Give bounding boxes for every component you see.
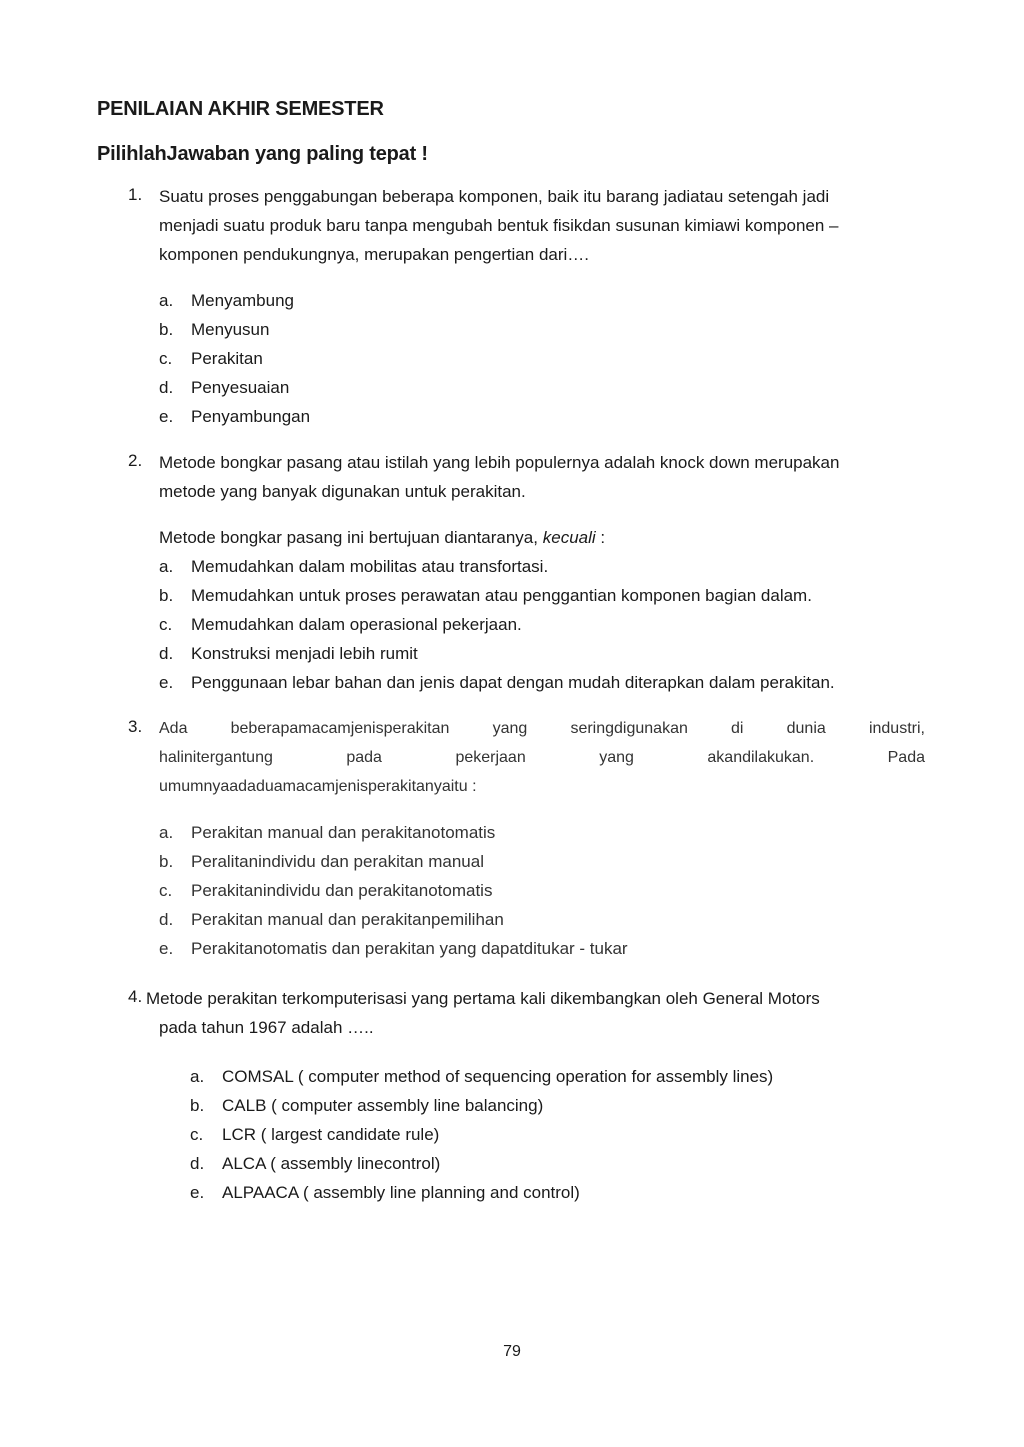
question-2-option-c [159,610,522,639]
option-letter: e. [190,1183,205,1202]
option-letter: d. [159,910,174,929]
question-1-line: Suatu proses penggabungan beberapa komponen, baik itu barang jadiatau setengah jadi [159,187,830,206]
word: Ada [159,720,188,737]
question-4-option-e [190,1178,580,1207]
word: akandilakukan. [707,749,815,766]
question-1-number: 1. [128,185,143,204]
option-text: ALCA ( assembly linecontrol) [222,1154,441,1173]
question-1-line: komponen pendukungnya, merupakan pengertian dari…. [159,245,590,264]
question-1-option-a [159,286,294,315]
option-letter: a. [159,557,174,576]
question-2-option-d [159,639,418,668]
question-3-option-b [159,847,484,876]
option-letter: b. [159,852,174,871]
question-1-line: menjadi suatu produk baru tanpa mengubah bentuk fisikdan susunan kimiawi komponen – [159,216,839,235]
option-letter: c. [159,881,173,900]
word: Pada [887,749,925,766]
question-1-option-c [159,344,263,373]
option-text: Penyambungan [191,407,311,426]
word: dunia [786,720,826,737]
question-3-text [159,714,925,801]
word: yang [492,720,528,737]
question-2-line: metode yang banyak digunakan untuk perakitan. [159,482,526,501]
question-4-option-a [190,1062,773,1091]
question-3-option-d [159,905,504,934]
word: seringdigunakan [570,720,688,737]
option-letter: b. [159,320,174,339]
option-letter: c. [190,1125,204,1144]
question-2-option-e [159,668,835,697]
document-title: PENILAIAN AKHIR SEMESTER [97,98,384,120]
option-letter: e. [159,407,174,426]
question-4-option-b [190,1091,543,1120]
question-3-option-c [159,876,492,905]
option-letter: e. [159,673,174,692]
option-letter: b. [159,586,174,605]
option-text: Perakitan [191,349,263,368]
question-2-stem [159,523,605,552]
word: yang [599,749,634,766]
question-4-number: 4. [128,987,143,1006]
question-3-option-e [159,934,628,963]
word: di [731,720,744,737]
option-letter: c. [159,349,173,368]
question-3-line-3: umumnyaadaduamacamjenisperakitanyaitu : [159,778,477,795]
question-4-line-1: Metode perakitan terkomputerisasi yang pertama kali dikembangkan oleh General Motors [146,989,820,1008]
word: industri, [868,720,925,737]
question-3-line-1 [159,714,925,743]
question-1-option-e [159,402,310,431]
option-text: ALPAACA ( assembly line planning and control) [222,1183,580,1202]
option-letter: a. [190,1067,205,1086]
option-letter: a. [159,823,174,842]
option-text: Konstruksi menjadi lebih rumit [191,644,418,663]
option-text: Memudahkan dalam operasional pekerjaan. [191,615,522,634]
question-1-option-d [159,373,289,402]
question-2-number: 2. [128,451,143,470]
option-letter: a. [159,291,174,310]
option-letter: d. [159,644,174,663]
option-letter: c. [159,615,173,634]
question-2-option-b [159,581,812,610]
word: pekerjaan [455,749,526,766]
stem-emphasis: kecuali [542,528,596,547]
option-text: LCR ( largest candidate rule) [222,1125,440,1144]
question-2-text [159,448,925,506]
option-text: Perakitanindividu dan perakitanotomatis [191,881,493,900]
page-number: 79 [503,1343,521,1360]
question-4-line-2: pada tahun 1967 adalah ….. [159,1018,374,1037]
option-text: Memudahkan dalam mobilitas atau transfortasi. [191,557,549,576]
instruction-heading: PilihlahJawaban yang paling tepat ! [97,143,428,165]
option-text: COMSAL ( computer method of sequencing operation for assembly lines) [222,1067,774,1086]
option-letter: d. [190,1154,205,1173]
option-text: Penggunaan lebar bahan dan jenis dapat dengan mudah diterapkan dalam perakitan. [191,673,835,692]
question-3-number: 3. [128,717,143,736]
option-letter: d. [159,378,174,397]
option-letter: e. [159,939,174,958]
stem-text: Metode bongkar pasang ini bertujuan diantaranya, [159,528,538,547]
word: halinitergantung [159,749,273,766]
option-text: Perakitanotomatis dan perakitan yang dapatditukar - tukar [191,939,628,958]
option-text: Memudahkan untuk proses perawatan atau penggantian komponen bagian dalam. [191,586,812,605]
word: beberapamacamjenisperakitan [230,720,450,737]
question-3-option-a [159,818,495,847]
word: pada [346,749,382,766]
option-text: Menyusun [191,320,270,339]
stem-colon: : [600,528,606,547]
question-4-option-c [190,1120,439,1149]
option-text: Perakitan manual dan perakitanpemilihan [191,910,504,929]
option-text: Penyesuaian [191,378,290,397]
question-2-line: Metode bongkar pasang atau istilah yang lebih populernya adalah knock down merupakan [159,453,840,472]
option-letter: b. [190,1096,205,1115]
question-1-option-b [159,315,269,344]
option-text: CALB ( computer assembly line balancing) [222,1096,544,1115]
question-1-text [159,182,925,269]
question-2-option-a [159,552,548,581]
question-4-option-d [190,1149,440,1178]
question-3-line-2 [159,743,925,772]
option-text: Perakitan manual dan perakitanotomatis [191,823,496,842]
option-text: Menyambung [191,291,295,310]
option-text: Peralitanindividu dan perakitan manual [191,852,484,871]
